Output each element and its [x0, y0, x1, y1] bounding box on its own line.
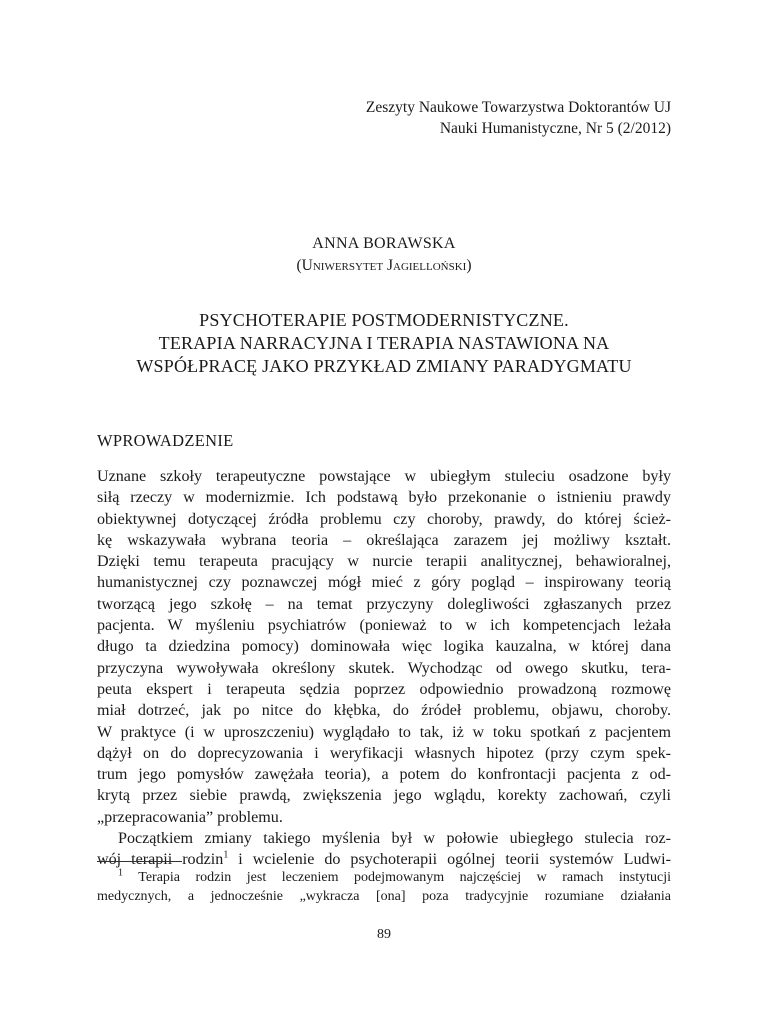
- article-title-line: TERAPIA NARRACYJNA I TERAPIA NASTAWIONA NA: [158, 333, 610, 353]
- body-line-part: i wcielenie do psychoterapii ogólnej teorii systemów Ludwi-: [228, 851, 671, 869]
- author-name: ANNA BORAWSKA: [312, 235, 456, 252]
- body-line: dążył on do doprecyzowania i weryfikacji własnych hipotez (przy czym spek-: [97, 744, 671, 762]
- footnote-line: [97, 869, 671, 888]
- journal-header: [366, 97, 671, 139]
- article-title-line: WSPÓŁPRACĘ JAKO PRZYKŁAD ZMIANY PARADYGMATU: [136, 356, 632, 376]
- body-line: trum jego pomysłów zawężała teoria), a potem do konfrontacji pacjenta z od-: [97, 766, 671, 784]
- author-block: [0, 233, 768, 277]
- body-line: krytą przez siebie prawdą, zwiększenia jego wglądu, korekty zachowań, czyli: [97, 787, 671, 805]
- body-line: W praktyce (i w uproszczeniu) wyglądało to tak, iż w toku spotkań z pacjentem: [97, 723, 671, 741]
- article-title-line: PSYCHOTERAPIE POSTMODERNISTYCZNE.: [199, 310, 569, 330]
- body-line: siłą rzeczy w modernizmie. Ich podstawą było przekonanie o istnieniu prawdy: [97, 489, 671, 507]
- author-affiliation: (Uniwersytet Jagielloński): [296, 257, 472, 274]
- body-line: Uznane szkoły terapeutyczne powstające w ubiegłym stuleciu osadzone były: [97, 468, 671, 485]
- body-line: tworzącą jego szkołę – na temat przyczyny dolegliwości zgłaszanych przez: [97, 595, 671, 613]
- body-text: [97, 466, 671, 871]
- article-title: [0, 309, 768, 378]
- body-line: miał dotrzeć, jak po nitce do kłębka, do źródeł problemu, objawu, choroby.: [97, 702, 671, 720]
- footnote-text: Terapia rodzin jest leczeniem podejmowanym najczęściej w ramach instytucji: [123, 870, 671, 885]
- body-line: pacjenta. W myśleniu psychiatrów (ponieważ to w ich kompetencjach leżała: [97, 617, 671, 635]
- body-line: „przepracowania” problemu.: [97, 808, 283, 826]
- body-line: humanistycznej czy poznawczej mógł mieć z góry pogląd – inspirowany teorią: [97, 574, 671, 592]
- footnote-reference: 1: [223, 849, 229, 861]
- body-line: długo ta dziedzina pomocy) dominowała więc logika kauzalna, w której dana: [97, 638, 671, 656]
- body-line: Dzięki temu terapeuta pracujący w nurcie terapii analitycznej, behawioralnej,: [97, 553, 671, 571]
- body-line: [97, 849, 671, 870]
- footnotes: [97, 869, 671, 906]
- body-line-part: wój terapii rodzin: [97, 851, 224, 869]
- body-line: obiektywnej dotyczącej źródła problemu czy choroby, prawdy, do której ścież-: [97, 510, 671, 528]
- journal-issue: Nauki Humanistyczne, Nr 5 (2/2012): [439, 120, 671, 137]
- footnote-divider: [97, 861, 182, 862]
- body-line: Początkiem zmiany takiego myślenia był w połowie ubiegłego stulecia roz-: [118, 830, 671, 848]
- journal-title: Zeszyty Naukowe Towarzystwa Doktorantów UJ: [365, 99, 671, 116]
- footnote-line: medycznych, a jednocześnie „wykracza [ona] poza tradycyjnie rozumiane działania: [97, 888, 671, 904]
- section-heading: WPROWADZENIE: [97, 431, 234, 450]
- body-line: przyczyna wywoływała określony skutek. Wychodząc od owego skutku, tera-: [97, 659, 671, 677]
- page-number: 89: [377, 927, 391, 942]
- body-line: kę wskazywała wybrana teoria – określająca zarazem jej możliwy kształt.: [97, 531, 671, 549]
- footnote-marker: 1: [118, 867, 123, 879]
- body-line: peuta ekspert i terapeuta sędzia poprzez odpowiednio prowadzoną rozmowę: [97, 680, 671, 698]
